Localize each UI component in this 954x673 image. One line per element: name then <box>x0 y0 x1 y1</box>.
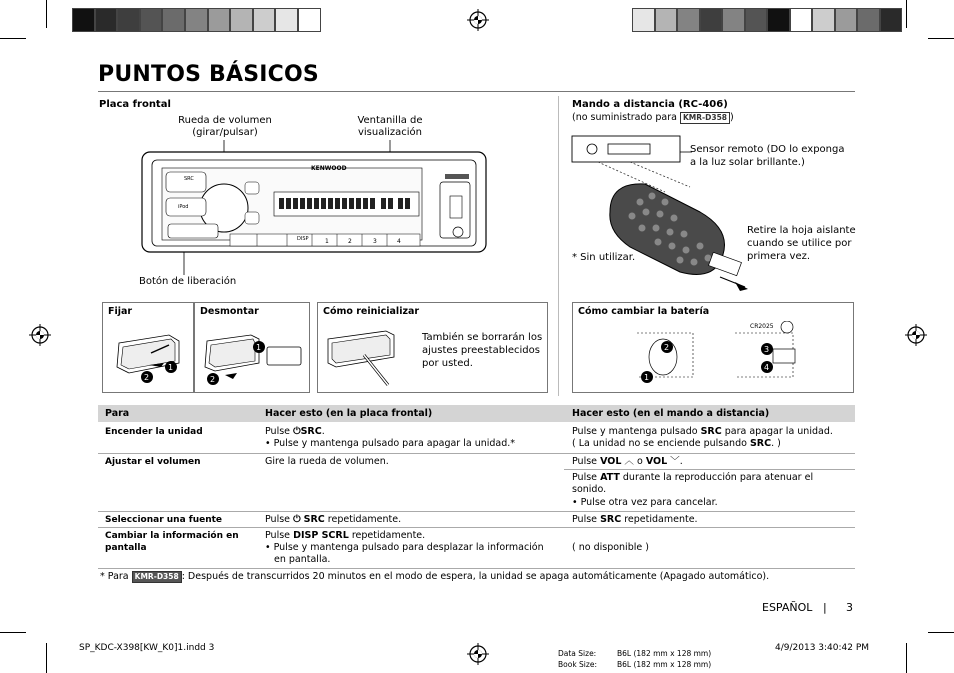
text-close: . ) <box>771 438 781 449</box>
display-remote: ( no disponible ) <box>572 542 649 553</box>
row-divider <box>98 453 855 454</box>
color-swatch <box>722 8 745 32</box>
vol-key: VOL <box>645 456 668 467</box>
crop-mark <box>46 0 47 28</box>
crop-mark <box>0 632 26 633</box>
text-repeat: repetidamente. <box>624 514 698 525</box>
footer-separator: | <box>823 601 827 614</box>
model-badge: KMR-D358 <box>132 571 182 583</box>
registration-mark-icon <box>905 324 927 346</box>
crop-mark <box>928 632 954 633</box>
battery-box <box>572 302 854 393</box>
remote-note-prefix: (no suministrado para <box>572 112 677 123</box>
detach-title: Desmontar <box>200 306 259 317</box>
page-title: PUNTOS BÁSICOS <box>98 62 319 87</box>
text-period: . <box>321 426 325 437</box>
row-divider <box>98 527 855 528</box>
svg-text:1: 1 <box>325 238 329 245</box>
color-swatch <box>857 8 880 32</box>
color-swatch <box>677 8 700 32</box>
svg-text:4: 4 <box>764 363 770 372</box>
volume-remote-a <box>572 456 683 468</box>
color-swatch <box>880 8 903 32</box>
color-swatch <box>298 8 321 32</box>
svg-text:1: 1 <box>256 343 262 352</box>
row-label-volume: Ajustar el volumen <box>105 457 201 467</box>
reset-box <box>317 302 548 393</box>
data-size-label: Data Size: <box>558 649 597 658</box>
registration-mark-icon <box>29 324 51 346</box>
remote-heading: Mando a distancia (RC-406) <box>572 99 728 110</box>
reset-illustration <box>324 323 414 389</box>
display-front-line3: en pantalla. <box>274 554 331 565</box>
reset-title: Cómo reinicializar <box>323 306 420 317</box>
power-icon: ⏻ <box>293 514 301 525</box>
src-key: SRC <box>600 514 622 525</box>
src-key-label: SRC <box>184 176 194 182</box>
text-pulse: Pulse <box>572 456 598 467</box>
crop-mark <box>906 0 907 28</box>
source-front <box>265 514 401 526</box>
detach-box <box>194 302 310 393</box>
battery-illustration <box>623 321 803 391</box>
row-label-display-line1: Cambiar la información en <box>105 531 239 541</box>
language-label: ESPAÑOL <box>762 601 813 614</box>
power-icon: ⏻ <box>293 426 301 437</box>
color-swatch <box>117 8 140 32</box>
color-swatch <box>208 8 231 32</box>
svg-text:4: 4 <box>397 238 401 245</box>
src-key: SRC <box>303 514 325 525</box>
att-key: ATT <box>600 472 620 483</box>
text-period: . <box>679 456 683 467</box>
color-swatch <box>72 8 95 32</box>
volume-front: Gire la rueda de volumen. <box>265 456 389 467</box>
text-att: durante la reproducción para atenuar el <box>622 472 814 483</box>
text-pulse: Pulse <box>265 530 291 541</box>
remote-sensor-label: Sensor remoto (DO lo exponga a la luz solar brillante.) <box>690 144 845 168</box>
text-hold: Pulse y mantenga pulsado <box>572 426 698 437</box>
power-remote-line2 <box>572 438 781 450</box>
battery-type-label: CR2025 <box>750 323 774 330</box>
text-repeat: repetidamente. <box>351 530 426 541</box>
chevron-up-icon: ︿ <box>624 456 634 467</box>
color-swatch <box>162 8 185 32</box>
color-swatch <box>95 8 118 32</box>
svg-text:2: 2 <box>144 373 150 382</box>
color-swatch <box>745 8 768 32</box>
text-repeat: repetidamente. <box>327 514 402 525</box>
row-label-display-line2: pantalla <box>105 543 147 553</box>
display-window-label: Ventanilla de visualización <box>357 115 423 138</box>
color-swatch <box>275 8 298 32</box>
crop-mark <box>928 38 954 39</box>
footnote-text: : Después de transcurridos 20 minutos en el modo de espera, la unidad se apaga automáticamente (Apagado automático). <box>181 571 770 582</box>
page-number: 3 <box>846 601 853 614</box>
src-key: SRC <box>300 426 322 437</box>
unused-note: * Sin utilizar. <box>572 252 636 263</box>
crop-mark <box>906 643 907 673</box>
title-rule <box>98 91 855 92</box>
row-divider <box>98 568 855 569</box>
ipod-key-label: iPod <box>178 204 189 210</box>
header-front: Hacer esto (en la placa frontal) <box>265 408 433 419</box>
display-front-line2: • Pulse y mantenga pulsado para desplazar la información <box>265 542 544 553</box>
volume-remote-b-line2: sonido. <box>572 484 607 495</box>
registration-mark-icon <box>467 643 489 665</box>
insulating-sheet-label: Retire la hoja aislante cuando se utilice por primera vez. <box>747 225 856 262</box>
svg-text:2: 2 <box>348 238 352 245</box>
book-size-label: Book Size: <box>558 660 597 669</box>
chevron-down-icon: ﹀ <box>670 456 680 467</box>
svg-text:2: 2 <box>210 375 216 384</box>
text-pulse: Pulse <box>265 514 291 525</box>
disp-scrl-key: DISP SCRL <box>293 530 349 541</box>
volume-remote-b-line1 <box>572 472 813 484</box>
disp-key-label: DISP <box>297 236 309 242</box>
data-size-value: B6L (182 mm x 128 mm) <box>617 649 712 658</box>
color-swatch <box>632 8 655 32</box>
timestamp: 4/9/2013 3:40:42 PM <box>775 643 870 653</box>
source-remote <box>572 514 698 526</box>
color-swatch <box>767 8 790 32</box>
volume-remote-b-line3: • Pulse otra vez para cancelar. <box>572 497 718 508</box>
battery-title: Cómo cambiar la batería <box>578 306 710 317</box>
display-front-line1 <box>265 530 425 542</box>
attach-illustration <box>109 323 189 389</box>
reset-note: También se borrarán los ajustes preestablecidos por usted. <box>422 332 543 369</box>
svg-text:1: 1 <box>168 363 174 372</box>
front-panel-heading: Placa frontal <box>99 99 171 110</box>
color-swatch <box>700 8 723 32</box>
column-divider <box>558 96 559 396</box>
power-front-line2: • Pulse y mantenga pulsado para apagar la unidad.* <box>265 438 516 449</box>
detach-illustration <box>201 323 305 389</box>
color-swatch <box>835 8 858 32</box>
color-swatch <box>140 8 163 32</box>
footnote <box>100 571 769 583</box>
front-panel-illustration <box>140 140 490 275</box>
color-swatch <box>655 8 678 32</box>
svg-text:3: 3 <box>764 345 770 354</box>
color-swatch <box>253 8 276 32</box>
attach-title: Fijar <box>108 306 133 317</box>
remote-note <box>572 112 734 124</box>
row-divider <box>98 511 855 512</box>
text-pulse: Pulse <box>572 514 598 525</box>
registration-mark-icon <box>467 9 489 31</box>
crop-mark <box>46 643 47 673</box>
header-para: Para <box>105 408 130 419</box>
text-pulse: Pulse <box>572 472 598 483</box>
vol-key: VOL <box>600 456 622 467</box>
color-swatch <box>812 8 835 32</box>
svg-text:3: 3 <box>373 238 377 245</box>
volume-knob-label: Rueda de volumen (girar/pulsar) <box>178 115 272 138</box>
file-name: SP_KDC-X398[KW_K0]1.indd 3 <box>79 643 215 653</box>
color-swatch <box>230 8 253 32</box>
row-label-source: Seleccionar una fuente <box>105 515 223 525</box>
text-note: ( La unidad no se enciende pulsando <box>572 438 747 449</box>
text-off: para apagar la unidad. <box>724 426 833 437</box>
color-swatch <box>185 8 208 32</box>
color-swatch <box>790 8 813 32</box>
power-front-line1 <box>265 426 325 438</box>
release-button-label: Botón de liberación <box>139 276 237 287</box>
model-badge: KMR-D358 <box>680 112 730 124</box>
attach-box <box>102 302 194 393</box>
src-key: SRC <box>700 426 722 437</box>
header-remote: Hacer esto (en el mando a distancia) <box>572 408 770 419</box>
brand-logo: KENWOOD <box>311 165 347 172</box>
text-pulse: Pulse <box>265 426 291 437</box>
crop-mark <box>0 38 26 39</box>
svg-text:2: 2 <box>664 343 670 352</box>
book-size-value: B6L (182 mm x 128 mm) <box>617 660 712 669</box>
src-key: SRC <box>749 438 772 449</box>
text-or: o <box>636 456 643 467</box>
power-remote-line1 <box>572 426 833 438</box>
row-divider <box>564 469 855 470</box>
svg-text:1: 1 <box>644 373 650 382</box>
footnote-prefix: * Para <box>100 571 129 582</box>
remote-note-suffix: ) <box>730 112 734 123</box>
row-label-power: Encender la unidad <box>105 427 203 437</box>
